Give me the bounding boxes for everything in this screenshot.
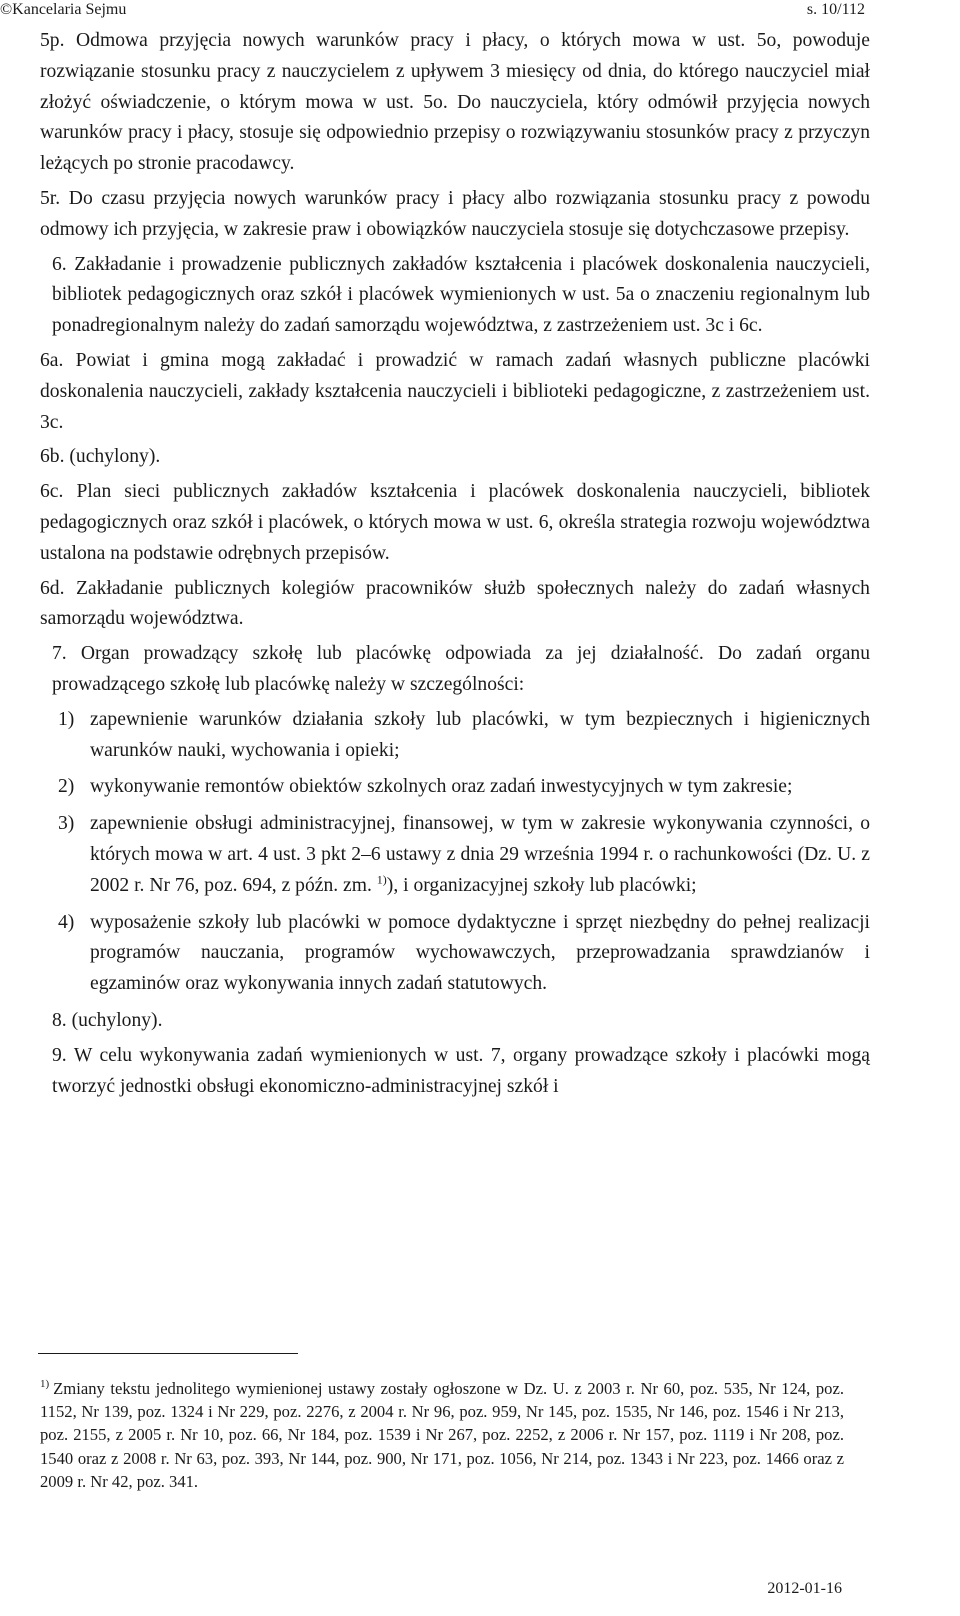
paragraph-text: Zakładanie i prowadzenie publicznych zakładów kształcenia i placówek doskonalenia nauczycieli, bibliotek pedagogicznych oraz szkół i placówek wymienionych w ust. 5a o znaczeniu regionalnym lub ponadregionalnym należy do zadań samorządu województwa, z zastrzeżeniem ust. 3c i 6c. (52, 253, 870, 337)
list-item-text: zapewnienie warunków działania szkoły lub placówki, w tym bezpiecznych i higienicznych warunków nauki, wychowania i opieki; (90, 708, 870, 761)
paragraph-number: 5p. (40, 30, 65, 51)
paragraph-8 (40, 1006, 870, 1037)
paragraph-number: 6a. (40, 349, 64, 371)
paragraph-text: Odmowa przyjęcia nowych warunków pracy i płacy, o których mowa w ust. 5o, powoduje rozwiązanie stosunku pracy z nauczycielem z upływem 3 miesięcy od dnia, do którego nauczyciel miał złożyć oświadczenie, o którym mowa w ust. 5o. Do nauczyciela, który odmówił przyjęcia nowych warunków pracy i płacy, stosuje się odpowiednio przepisy o rozwiązywaniu stosunków pracy z przyczyn leżących po stronie pracodawcy. (40, 30, 870, 175)
paragraph-number: 5r. (40, 187, 61, 209)
list-item-text: wykonywanie remontów obiektów szkolnych oraz zadań inwestycyjnych w tym zakresie; (90, 776, 793, 798)
paragraph-number: 8. (52, 1009, 67, 1031)
paragraph-text: (uchylony). (69, 446, 161, 468)
footnote-text: Zmiany tekstu jednolitego wymienionej ustawy zostały ogłoszone w Dz. U. z 2003 r. Nr 60, poz. 535, Nr 124, poz. 1152, Nr 139, poz. 1324 i Nr 229, poz. 2276, z 2004 r. Nr 96, poz. 959, Nr 145, poz. 1535, Nr 146, poz. 1546 i Nr 213, poz. 2155, z 2005 r. Nr 10, poz. 66, Nr 184, poz. 1539 i Nr 267, poz. 2252, z 2006 r. Nr 157, poz. 1119 i Nr 208, poz. 1540 oraz z 2008 r. Nr 63, poz. 393, Nr 144, poz. 900, Nr 171, poz. 1056, Nr 214, poz. 1343 i Nr 223, poz. 1466 oraz z 2009 r. Nr 42, poz. 341. (40, 1379, 844, 1491)
paragraph-6b (40, 442, 870, 473)
paragraph-number: 6. (52, 253, 67, 275)
paragraph-text: Plan sieci publicznych zakładów kształcenia i placówek doskonalenia nauczycieli, bibliotek pedagogicznych oraz szkół i placówek, o których mowa w ust. 6, określa strategia rozwoju województwa ustalona na podstawie odrębnych przepisów. (40, 481, 870, 564)
footnote (40, 1377, 844, 1493)
list-item-text-before: zapewnienie obsługi administracyjnej, finansowej, w tym w zakresie wykonywania czynności, o których mowa w art. 4 ust. 3 pkt 2–6 ustawy z dnia 29 września 1994 r. o rachunkowości (Dz. U. z 2002 r. Nr 76, poz. 694, z późn. zm. (90, 813, 870, 896)
paragraph-number: 6b. (40, 446, 65, 468)
list-item-3 (40, 809, 870, 901)
list-item-number: 2) (58, 776, 75, 798)
paragraph-number: 6c. (40, 481, 64, 503)
paragraph-number: 6d. (40, 577, 65, 599)
list-item-number: 1) (58, 708, 75, 730)
paragraph-text: Zakładanie publicznych kolegiów pracowników służb społecznych należy do zadań własnych samorządu województwa. (40, 577, 870, 630)
paragraph-6a (40, 346, 870, 438)
header-publisher: ©Kancelaria Sejmu (0, 1, 127, 18)
header-page-number: s. 10/112 (806, 1, 865, 18)
list-item-number: 3) (58, 813, 75, 835)
paragraph-7 (40, 639, 870, 701)
paragraph-text: (uchylony). (71, 1009, 163, 1031)
list-item-text: wyposażenie szkoły lub placówki w pomoce dydaktyczne i sprzęt niezbędny do pełnej realizacji programów nauczania, programów wychowawczych, przeprowadzania sprawdzianów i egzaminów oraz wykonywania innych zadań statutowych. (90, 911, 870, 995)
footnote-reference[interactable]: 1) (376, 872, 387, 887)
paragraph-text: W celu wykonywania zadań wymienionych w ust. 7, organy prowadzące szkoły i placówki mogą tworzyć jednostki obsługi ekonomiczno-administracyjnej szkół i (52, 1044, 870, 1097)
footnote-mark: 1) (40, 1378, 50, 1391)
list-item-1 (40, 705, 870, 767)
paragraph-9 (40, 1041, 870, 1103)
page-header (0, 0, 960, 24)
document-body (40, 26, 870, 1106)
paragraph-text: Powiat i gmina mogą zakładać i prowadzić w ramach zadań własnych publiczne placówki doskonalenia nauczycieli, zakłady kształcenia nauczycieli i biblioteki pedagogiczne, z zastrzeżeniem ust. 3c. (40, 349, 870, 433)
paragraph-6c (40, 477, 870, 569)
list-item-text-after: ), i organizacyjnej szkoły lub placówki; (386, 874, 697, 896)
paragraph-text: Do czasu przyjęcia nowych warunków pracy i płacy albo rozwiązania stosunku pracy z powodu odmowy ich przyjęcia, w zakresie praw i obowiązków nauczyciela stosuje się dotychczasowe przepisy. (40, 187, 870, 240)
list-item-4 (40, 908, 870, 1000)
paragraph-text: Organ prowadzący szkołę lub placówkę odpowiada za jej działalność. Do zadań organu prowadzącego szkołę lub placówkę należy w szczególności: (52, 643, 870, 695)
paragraph-5r (40, 184, 870, 246)
paragraph-number: 7. (52, 643, 67, 665)
paragraph-5p (40, 26, 870, 180)
paragraph-6 (40, 250, 870, 342)
list-item-2 (40, 772, 870, 803)
paragraph-6d (40, 574, 870, 636)
list-item-number: 4) (58, 911, 75, 933)
footer-date: 2012-01-16 (767, 1580, 842, 1597)
paragraph-number: 9. (52, 1044, 67, 1066)
footnote-divider (38, 1353, 298, 1354)
